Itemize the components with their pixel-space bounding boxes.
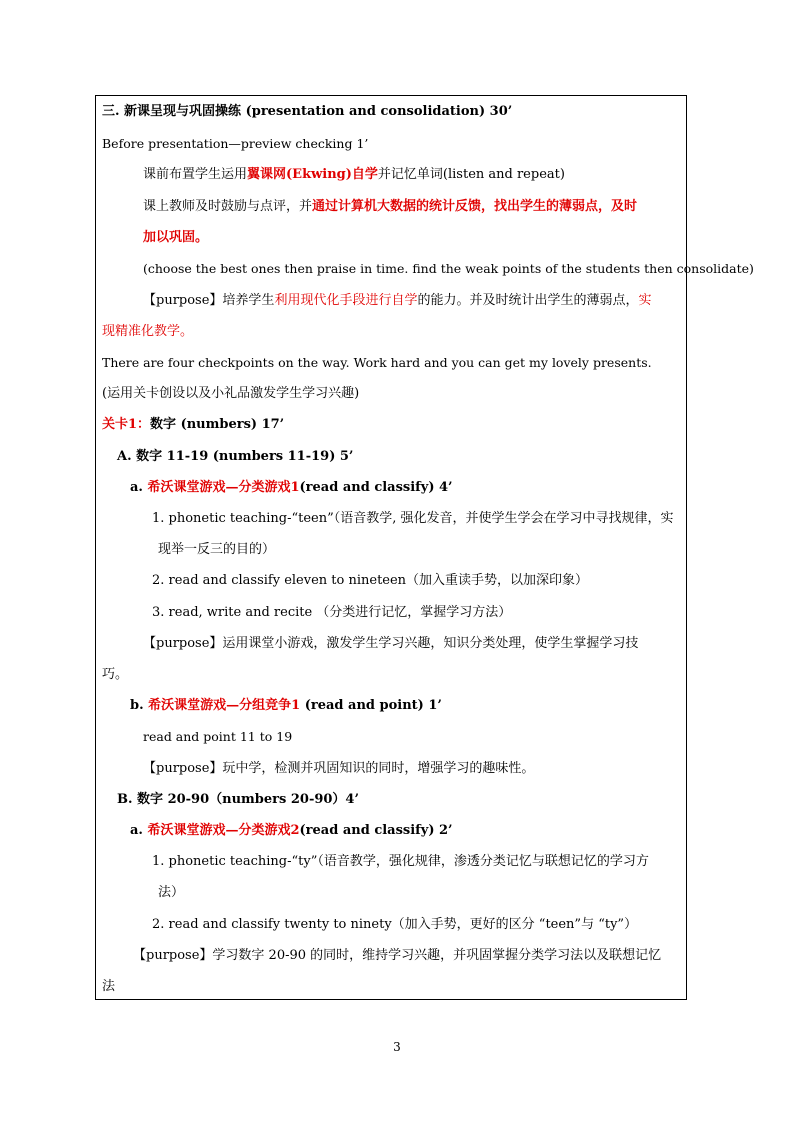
teacher-feedback-line: 课上教师及时鼓励与点评，并通过计算机大数据的统计反馈，找出学生的薄弱点，及时 [143, 199, 638, 214]
purpose-line-4-cont: 法 [102, 979, 116, 994]
step-read-classify-ty: 2. read and classify twenty to ninety（加入手势，更好的区分 “teen”与 “ty”） [152, 917, 638, 932]
teacher-feedback-line-cont: 加以巩固。 [143, 230, 209, 245]
game-a-heading: a. 希沃课堂游戏—分类游戏1(read and classify) 4’ [130, 480, 453, 495]
read-and-point-line: read and point 11 to 19 [143, 729, 293, 744]
checkpoints-intro: There are four checkpoints on the way. Work hard and you can get my lovely presents. [102, 355, 652, 370]
step-phonetic-teen-cont: 现举一反三的目的） [158, 542, 276, 557]
step-phonetic-ty-cont: 法） [158, 885, 185, 900]
checkpoint-1-heading: 关卡1：数字 (numbers) 17’ [102, 417, 285, 432]
game-c-heading: a. 希沃课堂游戏—分类游戏2(read and classify) 2’ [130, 823, 453, 838]
purpose-line-4: 【purpose】学习数字 20-90 的同时，维持学习兴趣，并巩固掌握分类学习法以及联想记忆 [133, 948, 662, 963]
step-read-classify-teen: 2. read and classify eleven to nineteen（加入重读手势，以加深印象） [152, 573, 589, 588]
purpose-line-1-cont: 现精准化教学。 [102, 324, 194, 339]
step-phonetic-teen: 1. phonetic teaching-“teen”（语音教学, 强化发音，并使学生学会在学习中寻找规律，实 [152, 511, 674, 526]
preview-checking-line: Before presentation—preview checking 1’ [102, 136, 369, 151]
page-number: 3 [393, 1040, 401, 1054]
english-explanation-line: (choose the best ones then praise in time. find the weak points of the students then consolidate) [143, 261, 754, 276]
step-read-write-recite: 3. read, write and recite （分类进行记忆，掌握学习方法） [152, 605, 512, 620]
purpose-line-3: 【purpose】玩中学，检测并巩固知识的同时，增强学习的趣味性。 [143, 761, 535, 776]
step-phonetic-ty: 1. phonetic teaching-“ty”（语音教学，强化规律，渗透分类记忆与联想记忆的学习方 [152, 854, 649, 869]
preview-task-line: 课前布置学生运用翼课网(Ekwing)自学并记忆单词(listen and repeat) [143, 167, 565, 182]
checkpoints-note: (运用关卡创设以及小礼品激发学生学习兴趣) [102, 386, 360, 401]
subsection-b-heading: B. 数字 20-90（numbers 20-90）4’ [117, 792, 360, 807]
subsection-a-heading: A. 数字 11-19 (numbers 11-19) 5’ [117, 449, 354, 464]
section-heading: 三. 新课呈现与巩固操练 (presentation and consolidation) 30’ [102, 104, 513, 119]
purpose-line-2-cont: 巧。 [102, 667, 129, 682]
purpose-line-2: 【purpose】运用课堂小游戏，激发学生学习兴趣，知识分类处理，使学生掌握学习技 [143, 636, 639, 651]
game-b-heading: b. 希沃课堂游戏—分组竞争1 (read and point) 1’ [130, 698, 442, 713]
purpose-line-1: 【purpose】培养学生利用现代化手段进行自学的能力。并及时统计出学生的薄弱点，实 [143, 293, 652, 308]
